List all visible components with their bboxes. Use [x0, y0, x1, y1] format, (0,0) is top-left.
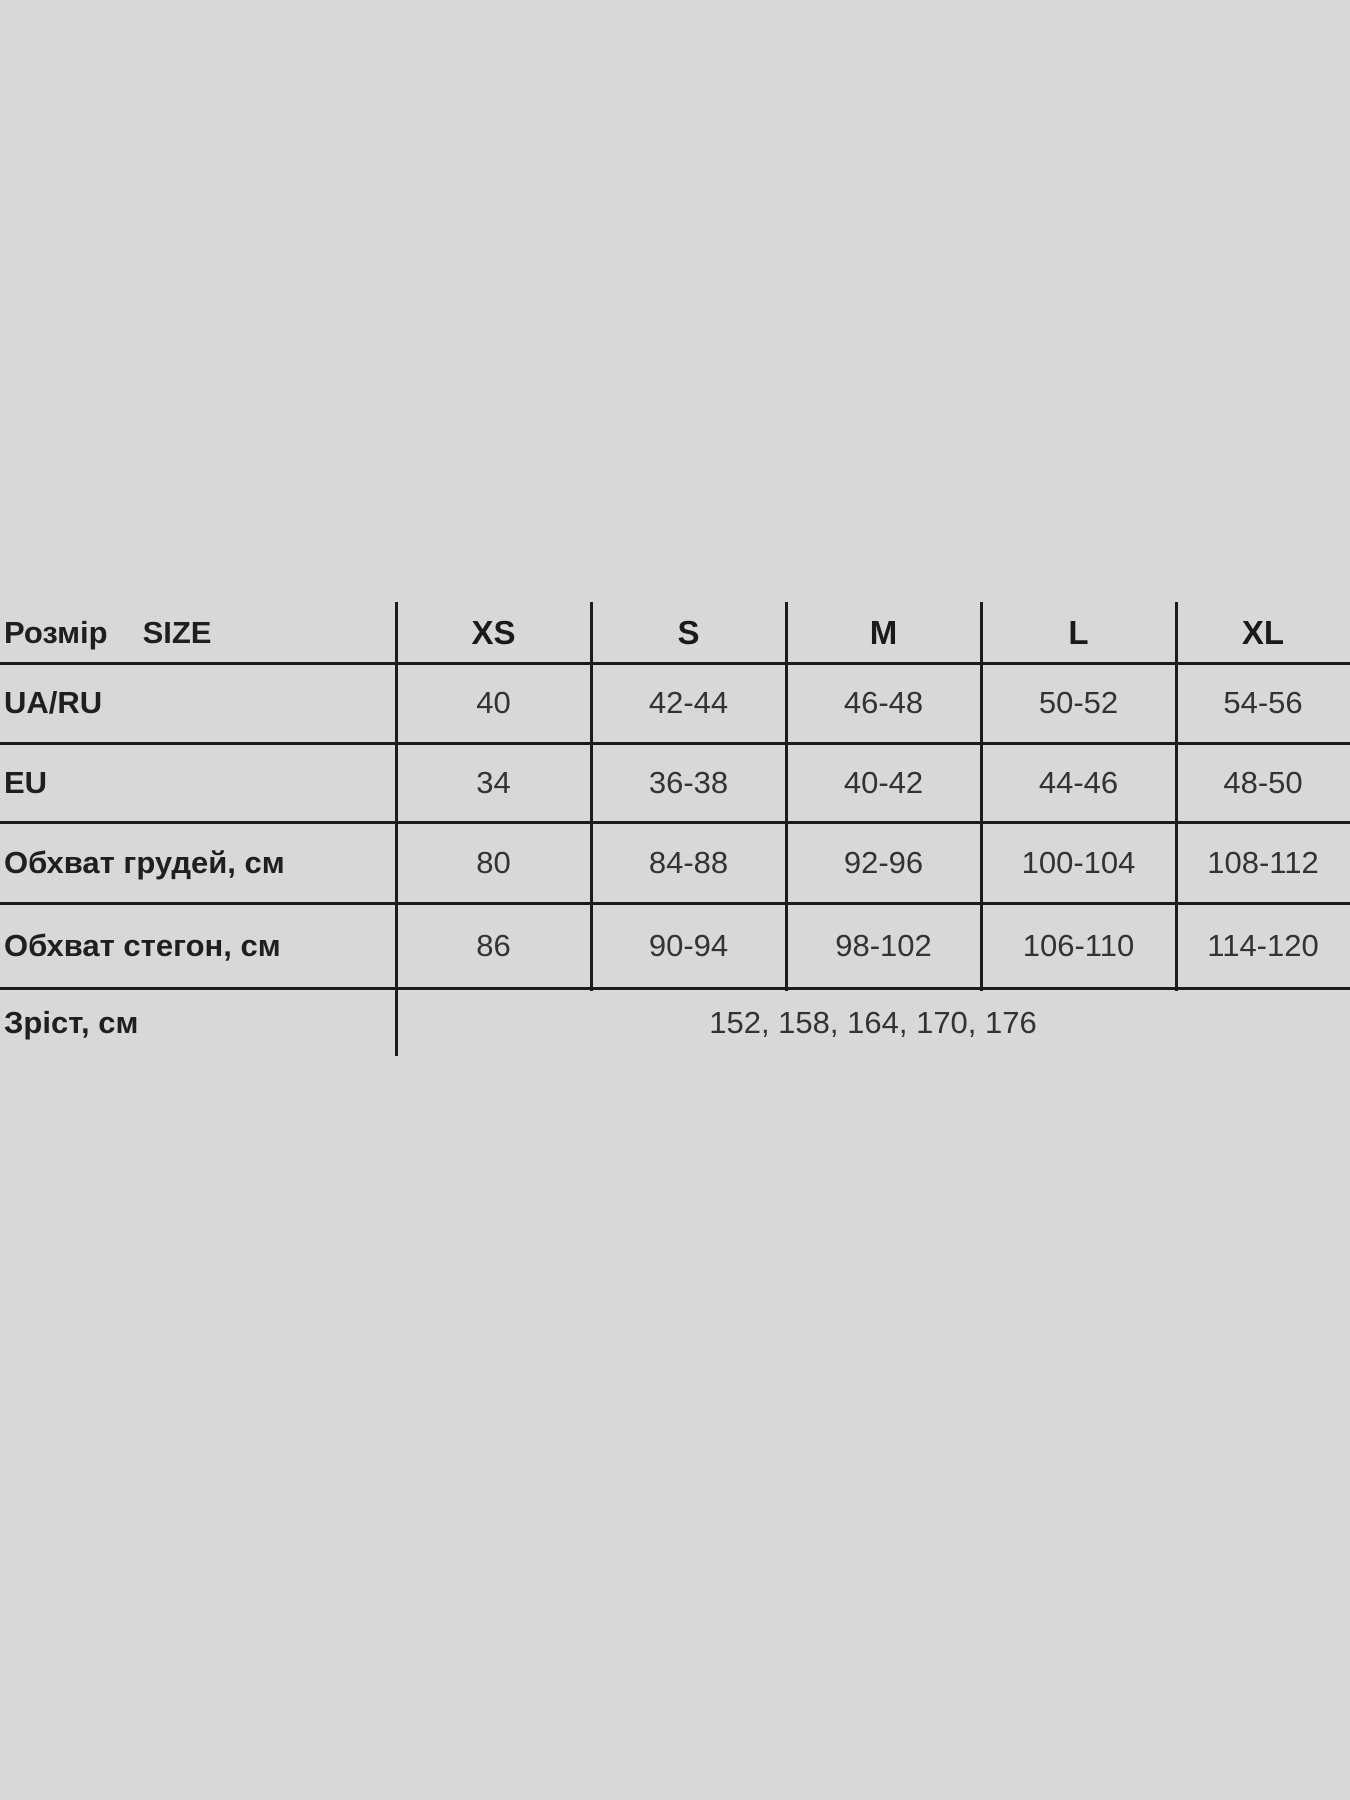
size-col-header-s: S [677, 614, 700, 651]
cell-height-values: 152, 158, 164, 170, 176 [709, 1005, 1037, 1040]
cell-ua-ru-m: 46-48 [843, 685, 924, 720]
row-label-eu: EU [4, 765, 48, 800]
size-chart-table [0, 602, 1350, 1058]
cell-ua-ru-xl: 54-56 [1223, 685, 1303, 720]
cell-chest-xl: 108-112 [1207, 845, 1319, 880]
cell-eu-l: 44-46 [1038, 765, 1119, 800]
cell-eu-xs: 34 [476, 765, 511, 800]
cell-ua-ru-s: 42-44 [648, 685, 729, 720]
cell-chest-s: 84-88 [648, 845, 729, 880]
size-col-header-l: L [1068, 614, 1089, 651]
size-col-header-xl: XL [1241, 614, 1285, 651]
row-label-hips: Обхват стегон, см [4, 928, 281, 963]
row-label-chest: Обхват грудей, см [4, 845, 285, 880]
cell-ua-ru-xs: 40 [476, 685, 511, 720]
cell-eu-m: 40-42 [843, 765, 924, 800]
cell-eu-s: 36-38 [648, 765, 729, 800]
size-col-header-m: M [869, 614, 898, 651]
row-label-height: Зріст, см [4, 1005, 139, 1040]
cell-eu-xl: 48-50 [1223, 765, 1303, 800]
cell-ua-ru-l: 50-52 [1038, 685, 1119, 720]
header-label [4, 602, 211, 663]
cell-hips-xs: 86 [476, 928, 511, 963]
row-label-ua-ru: UA/RU [4, 685, 103, 720]
cell-chest-xs: 80 [476, 845, 511, 880]
cell-hips-s: 90-94 [648, 928, 729, 963]
cell-hips-m: 98-102 [835, 928, 932, 963]
header-label-uk: Розмір [4, 615, 108, 650]
header-label-en: SIZE [142, 615, 212, 650]
cell-hips-l: 106-110 [1022, 928, 1135, 963]
cell-chest-l: 100-104 [1021, 845, 1136, 880]
cell-hips-xl: 114-120 [1207, 928, 1319, 963]
cell-chest-m: 92-96 [843, 845, 924, 880]
size-col-header-xs: XS [471, 614, 516, 651]
